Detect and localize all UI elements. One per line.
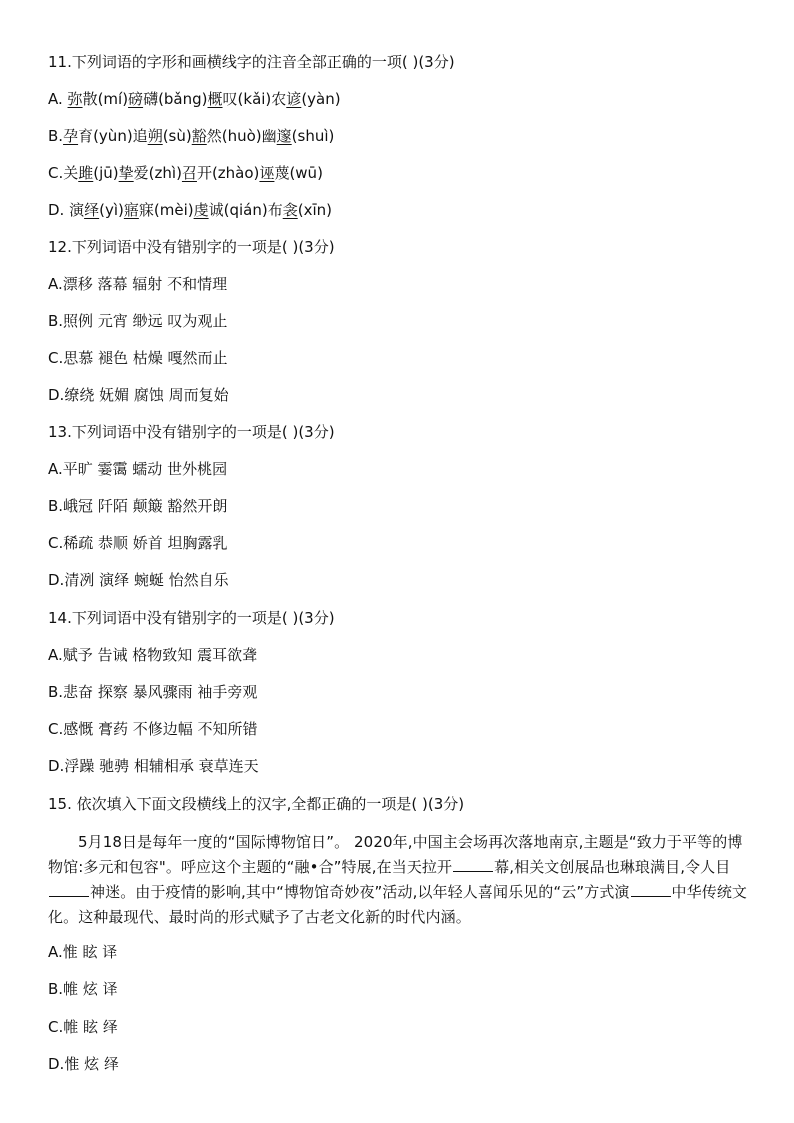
q15-stem: 15. 依次填入下面文段横线上的汉字,全都正确的一项是( )(3分) — [48, 795, 465, 813]
q13-stem: 13.下列词语中没有错别字的一项是( )(3分) — [48, 423, 335, 441]
q15-passage: 5月18日是每年一度的“国际博物馆日”。 2020年,中国主会场再次落地南京,主题是“致力于平等的博物馆:多元和包容"。呼应这个主题的“融•合”特展,在当天拉开 幕,相关文创展品也琳琅满目,令人目神迷。由于疫情的影响,其中“博物馆奇妙夜”活动,以年轻人喜闻乐见的“云”方式演 中华传统文化。这种最现代、最时尚的形式赋予了古老文化新的时代内涵。 — [48, 833, 748, 926]
q12-option-a: A.漂移 落幕 辐射 不和情理 — [48, 275, 228, 293]
q11-option-d: D. 演绎(yì)寤寐(mèi)虔诚(qián)布衾(xīn) — [48, 201, 332, 219]
q13-option-b: B.峨冠 阡陌 颠簸 豁然开朗 — [48, 497, 228, 515]
q12-option-d: D.缭绕 妩媚 腐蚀 周而复始 — [48, 386, 229, 404]
fill-blank-2 — [49, 882, 89, 897]
q14-stem: 14.下列词语中没有错别字的一项是( )(3分) — [48, 609, 335, 627]
q13-option-d: D.清冽 演绎 蜿蜒 怡然自乐 — [48, 571, 229, 589]
q11-option-b: B.孕育(yùn)追朔(sù)豁然(huò)幽邃(shuì) — [48, 127, 335, 145]
q15-option-c: C.帷 眩 绎 — [48, 1018, 118, 1036]
fill-blank-3 — [631, 882, 671, 897]
q14-option-c: C.感慨 膏药 不修边幅 不知所错 — [48, 720, 258, 738]
q12-stem: 12.下列词语中没有错别字的一项是( )(3分) — [48, 238, 335, 256]
q12-option-b: B.照例 元宵 缈远 叹为观止 — [48, 312, 228, 330]
q13-option-a: A.平旷 霎霭 蠕动 世外桃园 — [48, 460, 228, 478]
q15-option-b: B.帷 炫 译 — [48, 980, 118, 998]
q15-option-d: D.惟 炫 绎 — [48, 1055, 119, 1073]
q12-option-c: C.思慕 褪色 枯燥 嘎然而止 — [48, 349, 228, 367]
q14-option-d: D.浮躁 驰骋 相辅相承 衰草连天 — [48, 757, 259, 775]
q11-stem: 11.下列词语的字形和画横线字的注音全部正确的一项( )(3分) — [48, 53, 455, 71]
q14-option-a: A.赋予 告诫 格物致知 震耳欲聋 — [48, 646, 258, 664]
q11-option-a: A. 弥散(mí)磅礴(bǎng)概叹(kǎi)农谚(yàn) — [48, 90, 341, 108]
q13-option-c: C.稀疏 恭顺 娇首 坦胸露乳 — [48, 534, 228, 552]
q14-option-b: B.悲奋 探察 暴风骤雨 袖手旁观 — [48, 683, 258, 701]
q11-option-c: C.关雎(jū)挚爱(zhì)召开(zhào)诬蔑(wū) — [48, 164, 323, 182]
q15-option-a: A.惟 眩 译 — [48, 943, 118, 961]
fill-blank-1 — [453, 857, 493, 872]
